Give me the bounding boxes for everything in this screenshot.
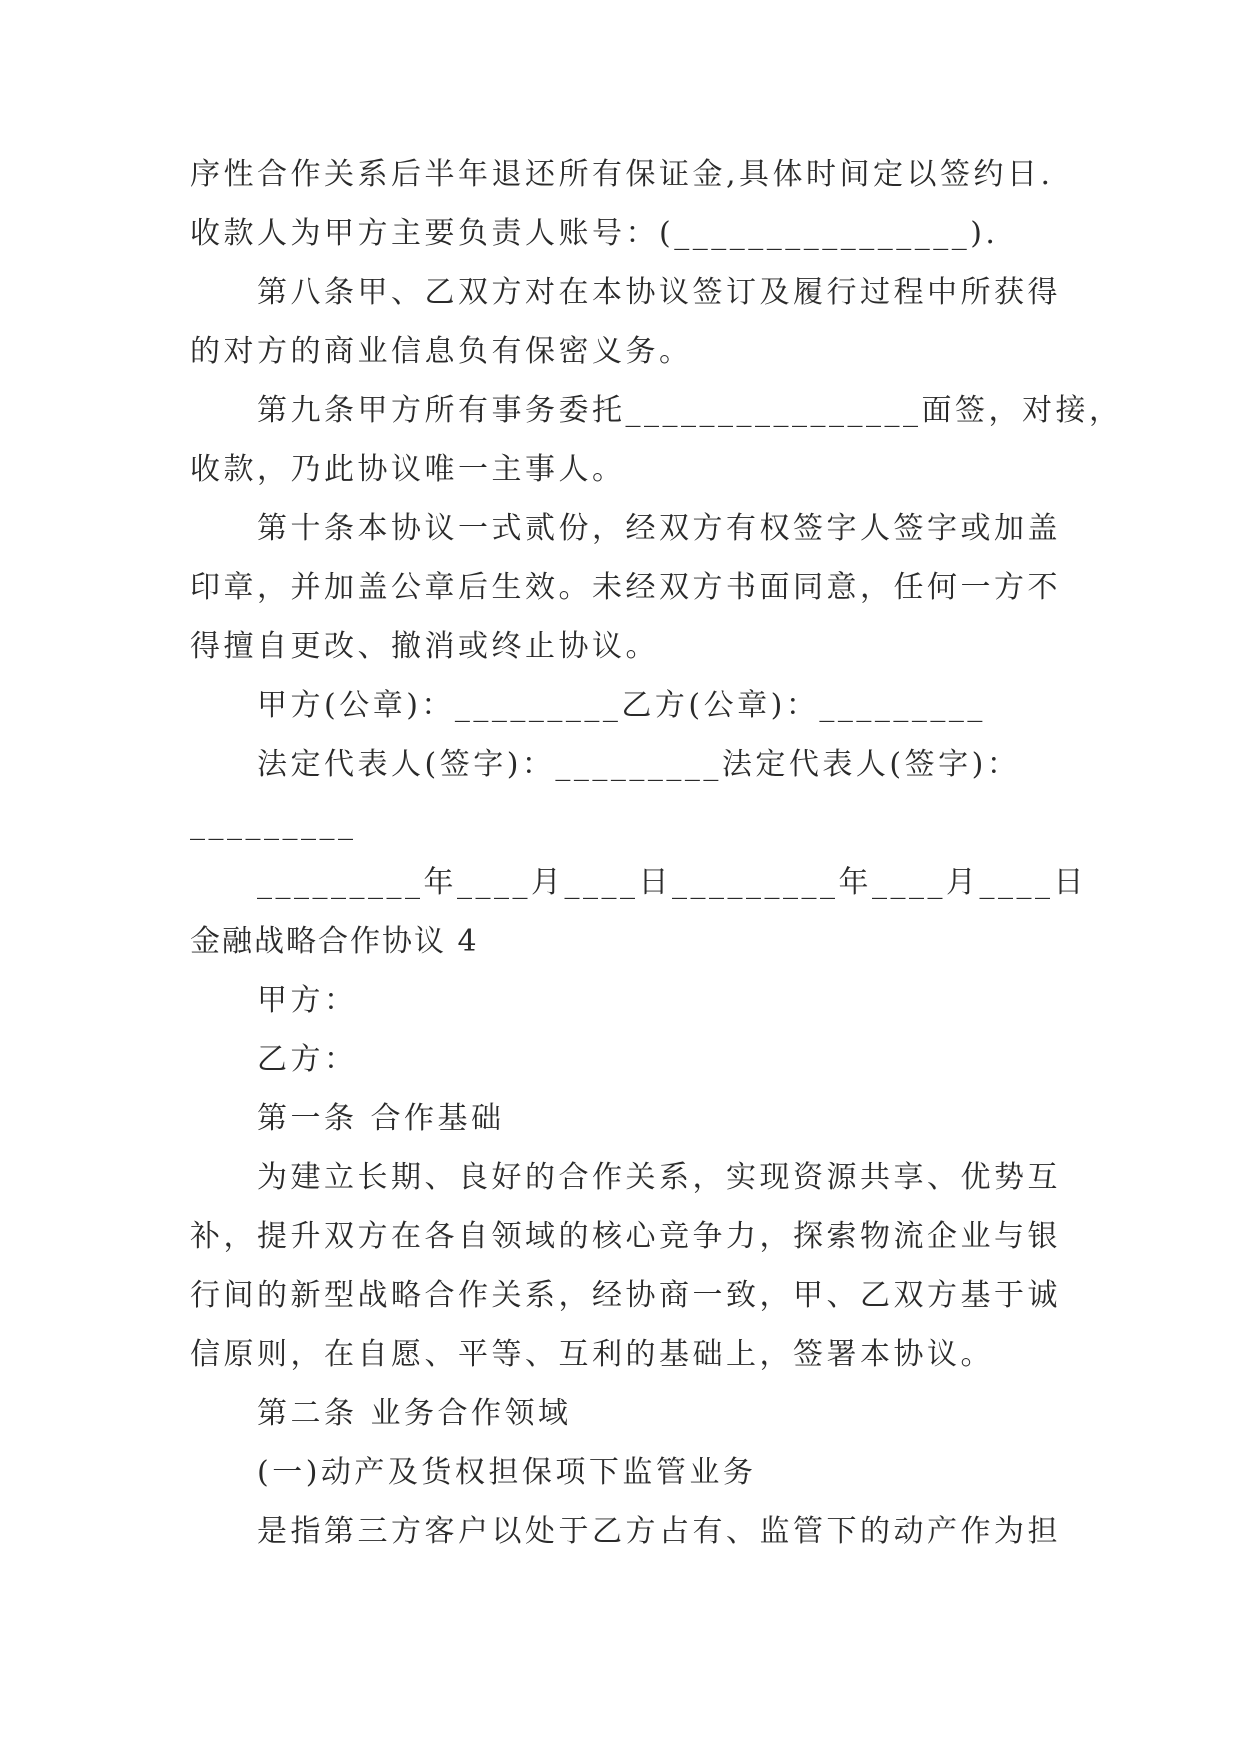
paragraph-line: 的对方的商业信息负有保密义务。 [190,334,693,369]
signature-line: 法定代表人(签字)：_________法定代表人(签字)： [257,747,1021,782]
paragraph-line: 序性合作关系后半年退还所有保证金,具体时间定以签约日. [190,157,1054,192]
article-heading: 第二条 业务合作领域 [257,1396,572,1431]
signature-line: _________ [190,806,357,841]
signature-line: 甲方(公章)：_________乙方(公章)：_________ [257,688,986,723]
paragraph-line: 第九条甲方所有事务委托________________面签，对接， [257,393,1123,428]
party-b-line: 乙方： [257,1042,358,1077]
article-heading: 第一条 合作基础 [257,1101,505,1136]
paragraph-line: 信原则，在自愿、平等、互利的基础上，签署本协议。 [190,1337,994,1372]
paragraph-line: 行间的新型战略合作关系，经协商一致，甲、乙双方基于诚 [190,1278,1061,1313]
section-title: 金融战略合作协议 4 [190,924,479,959]
paragraph-line: 第十条本协议一式贰份，经双方有权签字人签字或加盖 [257,511,1061,546]
party-a-line: 甲方： [257,983,358,1018]
paragraph-line: 第八条甲、乙双方对在本协议签订及履行过程中所获得 [257,275,1061,310]
paragraph-line: 得擅自更改、撤消或终止协议。 [190,629,659,664]
paragraph-line: 收款，乃此协议唯一主事人。 [190,452,626,487]
subsection-heading: (一)动产及货权担保项下监管业务 [257,1455,757,1490]
paragraph-line: 收款人为甲方主要负责人账号：(________________). [190,216,999,251]
paragraph-line: 补，提升双方在各自领域的核心竞争力，探索物流企业与银 [190,1219,1061,1254]
paragraph-line: 是指第三方客户以处于乙方占有、监管下的动产作为担 [257,1514,1061,1549]
paragraph-line: 为建立长期、良好的合作关系，实现资源共享、优势互 [257,1160,1061,1195]
paragraph-line: 印章，并加盖公章后生效。未经双方书面同意，任何一方不 [190,570,1061,605]
date-line: _________年____月____日_________年____月____日 [257,865,1087,900]
